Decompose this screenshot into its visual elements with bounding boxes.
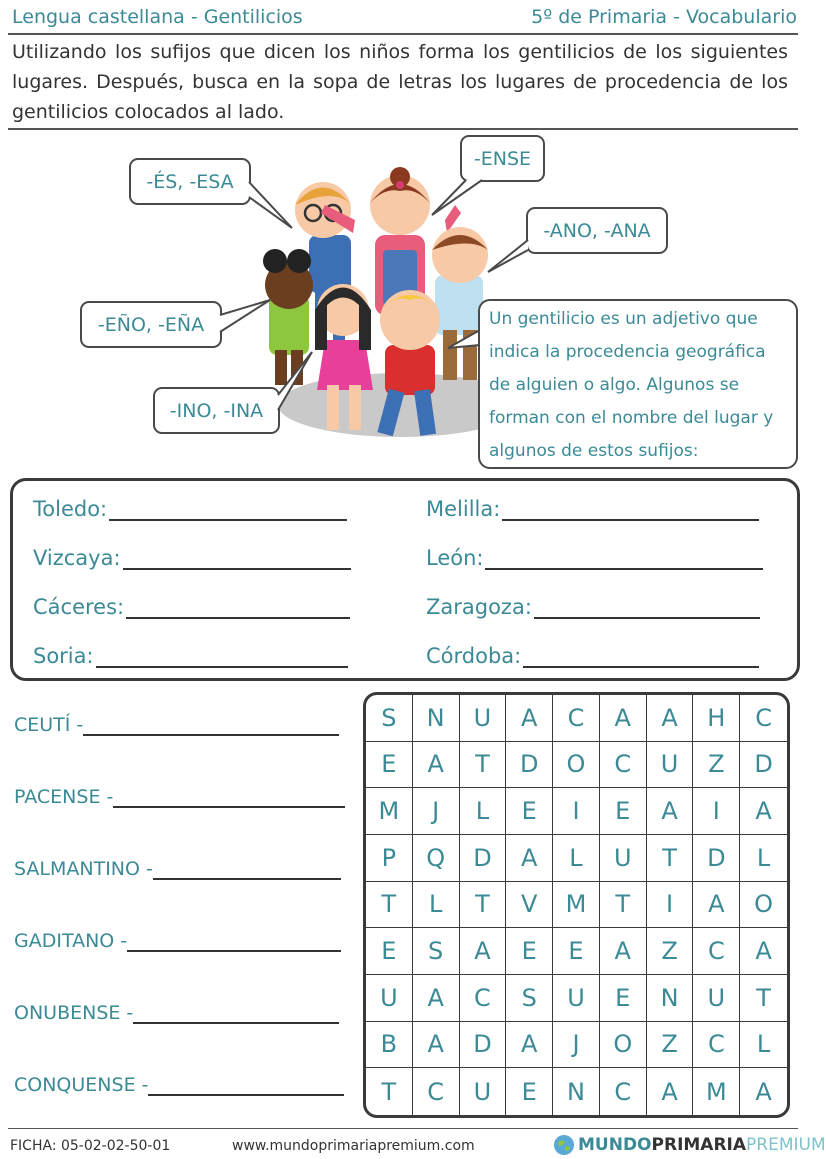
place-label: Toledo: [33, 497, 108, 521]
word-search-cell[interactable]: S [366, 695, 413, 742]
gentilicio-onubense [14, 1002, 339, 1024]
place-label: León: [426, 546, 484, 570]
word-search-cell[interactable]: M [693, 1068, 740, 1115]
header-divider [8, 33, 798, 35]
word-search-cell[interactable]: C [693, 1022, 740, 1069]
word-search-cell[interactable]: E [600, 788, 647, 835]
word-search-cell[interactable]: Z [647, 928, 694, 975]
word-search-cell[interactable]: B [366, 1022, 413, 1069]
word-search-cell[interactable]: I [693, 788, 740, 835]
word-search-cell[interactable]: Q [413, 835, 460, 882]
answer-line[interactable] [113, 792, 345, 808]
gentilicio-salmantino [14, 858, 341, 880]
gentilicio-label: GADITANO - [14, 930, 128, 952]
word-search-cell[interactable]: A [647, 695, 694, 742]
worksheet-grade: 5º de Primaria - Vocabulario [531, 6, 797, 28]
bubble-ano-ana-text: -ANO, -ANA [543, 219, 651, 242]
bubble-ense [460, 135, 545, 182]
word-search-cell[interactable]: T [600, 882, 647, 929]
ficha-code: FICHA: 05-02-02-50-01 [10, 1138, 171, 1154]
word-search-cell[interactable]: A [740, 788, 787, 835]
answer-line[interactable] [96, 650, 348, 668]
mundoprimaria-logo [553, 1134, 826, 1156]
place-cordoba [426, 644, 759, 668]
answer-line[interactable] [109, 503, 347, 521]
word-search-cell[interactable]: I [647, 882, 694, 929]
word-search-cell[interactable]: N [413, 695, 460, 742]
word-search-cell[interactable]: U [600, 835, 647, 882]
word-search-cell[interactable]: E [506, 788, 553, 835]
word-search-cell[interactable]: D [740, 742, 787, 789]
word-search-cell[interactable]: Z [647, 1022, 694, 1069]
word-search-cell[interactable]: O [740, 882, 787, 929]
word-search-cell[interactable]: E [506, 928, 553, 975]
word-search-cell[interactable]: L [460, 788, 507, 835]
place-label: Zaragoza: [426, 595, 532, 619]
answer-line[interactable] [523, 650, 759, 668]
gentilicio-conquense [14, 1074, 344, 1096]
word-search-cell[interactable]: M [553, 882, 600, 929]
place-leon [426, 546, 763, 570]
word-search-cell[interactable]: A [413, 975, 460, 1022]
answer-line[interactable] [126, 601, 350, 619]
bubble-ino-ina-text: -INO, -INA [169, 399, 264, 422]
word-search-cell[interactable]: D [693, 835, 740, 882]
word-search-cell[interactable]: A [506, 835, 553, 882]
gentilicio-label: ONUBENSE - [14, 1002, 134, 1024]
instructions-divider [8, 128, 798, 130]
word-search-cell[interactable]: C [740, 695, 787, 742]
word-search-cell[interactable]: E [506, 1068, 553, 1115]
word-search-cell[interactable]: C [553, 695, 600, 742]
gentilicio-definition: Un gentilicio es un adjetivo que indica la procedencia geográfica de alguien o algo. Algunos se forman con el nombre del lugar y algunos de estos sufijos: [478, 299, 798, 469]
globe-icon [553, 1134, 575, 1156]
word-search-cell[interactable]: A [600, 928, 647, 975]
gentilicio-label: SALMANTINO - [14, 858, 153, 880]
word-search-cell[interactable]: T [460, 882, 507, 929]
word-search-cell[interactable]: T [647, 835, 694, 882]
word-search-cell[interactable]: C [413, 1068, 460, 1115]
word-search-cell[interactable]: J [553, 1022, 600, 1069]
word-search-cell[interactable]: C [600, 1068, 647, 1115]
bubble-ano-ana [526, 207, 668, 254]
answer-line[interactable] [148, 1080, 344, 1096]
answer-line[interactable] [153, 864, 341, 880]
word-search-cell[interactable]: S [413, 928, 460, 975]
word-search-cell[interactable]: A [647, 788, 694, 835]
instructions: Utilizando los sufijos que dicen los niños forma los gentilicios de los siguientes lugares. Después, busca en la sopa de letras los lugares de procedencia de los gentilicios colocados al lado. [12, 41, 788, 123]
word-search-cell[interactable]: A [740, 928, 787, 975]
place-soria [33, 644, 348, 668]
answer-line[interactable] [133, 1008, 339, 1024]
word-search-cell[interactable]: T [366, 1068, 413, 1115]
word-search-cell[interactable]: A [506, 695, 553, 742]
word-search-cell[interactable]: T [460, 742, 507, 789]
word-search-cell[interactable]: U [647, 742, 694, 789]
word-search-cell[interactable]: L [740, 835, 787, 882]
word-search-cell[interactable]: D [460, 835, 507, 882]
word-search-cell[interactable]: E [366, 928, 413, 975]
place-zaragoza [426, 595, 760, 619]
place-melilla [426, 497, 759, 521]
word-search-cell[interactable]: A [755, 1077, 772, 1106]
child-dark [263, 249, 313, 385]
word-search-cell[interactable]: L [413, 882, 460, 929]
word-search-cell[interactable]: U [460, 695, 507, 742]
gentilicio-pacense [14, 786, 345, 808]
answer-line[interactable] [502, 503, 759, 521]
word-search-cell[interactable]: T [366, 882, 413, 929]
answer-line[interactable] [485, 552, 763, 570]
answer-line[interactable] [127, 936, 341, 952]
gentilicio-label: CONQUENSE - [14, 1074, 149, 1096]
gentilicio-label: PACENSE - [14, 786, 114, 808]
bubble-es-esa-text: -ÉS, -ESA [146, 170, 234, 193]
word-search-cell[interactable]: A [413, 742, 460, 789]
word-search-cell[interactable]: A [413, 1022, 460, 1069]
word-search-cell[interactable]: H [693, 695, 740, 742]
word-search-cell[interactable]: T [740, 975, 787, 1022]
word-search-cell[interactable]: D [506, 742, 553, 789]
bubble-ino-ina [153, 387, 280, 434]
word-search-cell[interactable]: Z [693, 742, 740, 789]
place-caceres [33, 595, 350, 619]
word-search-grid [363, 692, 790, 1118]
word-search-cell[interactable]: U [460, 1068, 507, 1115]
word-search-cell[interactable]: A [460, 928, 507, 975]
footer-divider [8, 1128, 798, 1129]
word-search-cell[interactable]: E [553, 928, 600, 975]
place-label: Cáceres: [33, 595, 125, 619]
word-search-cell[interactable]: L [553, 835, 600, 882]
bubble-eno-ena [80, 301, 222, 348]
logo-word-2: PRIMARIA [651, 1135, 747, 1155]
word-search-cell[interactable]: E [600, 975, 647, 1022]
word-search-cell[interactable]: A [693, 882, 740, 929]
word-search-cell[interactable]: O [600, 1022, 647, 1069]
place-label: Córdoba: [426, 644, 522, 668]
bubble-eno-ena-text: -EÑO, -EÑA [97, 313, 205, 336]
word-search-cell[interactable]: N [647, 975, 694, 1022]
gentilicio-gaditano [14, 930, 341, 952]
bubble-es-esa [129, 158, 251, 205]
word-search-cell[interactable]: N [553, 1068, 600, 1115]
word-search-cell[interactable]: C [460, 975, 507, 1022]
answer-line[interactable] [83, 720, 339, 736]
word-search-cell[interactable]: A [647, 1068, 694, 1115]
logo-word-3: PREMIUM [746, 1135, 826, 1155]
place-label: Soria: [33, 644, 94, 668]
word-search-cell[interactable]: A [600, 695, 647, 742]
word-search-cell[interactable]: I [553, 788, 600, 835]
answer-line[interactable] [123, 552, 351, 570]
word-search-cell[interactable]: E [366, 742, 413, 789]
place-toledo [33, 497, 347, 521]
word-search-cell[interactable]: V [506, 882, 553, 929]
word-search-cell[interactable]: M [366, 788, 413, 835]
place-vizcaya [33, 546, 351, 570]
answer-line[interactable] [534, 601, 760, 619]
word-search-cell[interactable]: C [600, 742, 647, 789]
word-search-cell[interactable]: J [413, 788, 460, 835]
word-search-cell[interactable]: U [693, 975, 740, 1022]
word-search-cell[interactable]: L [740, 1022, 787, 1069]
worksheet-subject: Lengua castellana - Gentilicios [12, 6, 303, 28]
website-url[interactable]: www.mundoprimariapremium.com [232, 1138, 475, 1154]
word-search-cell[interactable]: C [693, 928, 740, 975]
gentilicio-label: CEUTÍ - [14, 714, 84, 736]
places-box [10, 478, 800, 681]
word-search-cell[interactable]: U [366, 975, 413, 1022]
word-search-cell[interactable]: U [553, 975, 600, 1022]
word-search-cell[interactable]: S [506, 975, 553, 1022]
gentilicio-ceuti [14, 714, 339, 736]
word-search-cell[interactable]: D [460, 1022, 507, 1069]
word-search-cell[interactable]: P [366, 835, 413, 882]
place-label: Melilla: [426, 497, 501, 521]
place-label: Vizcaya: [33, 546, 121, 570]
logo-word-1: MUNDO [578, 1135, 652, 1155]
bubble-ense-text: -ENSE [473, 147, 532, 170]
word-search-cell[interactable]: O [553, 742, 600, 789]
word-search-cell[interactable]: A [506, 1022, 553, 1069]
